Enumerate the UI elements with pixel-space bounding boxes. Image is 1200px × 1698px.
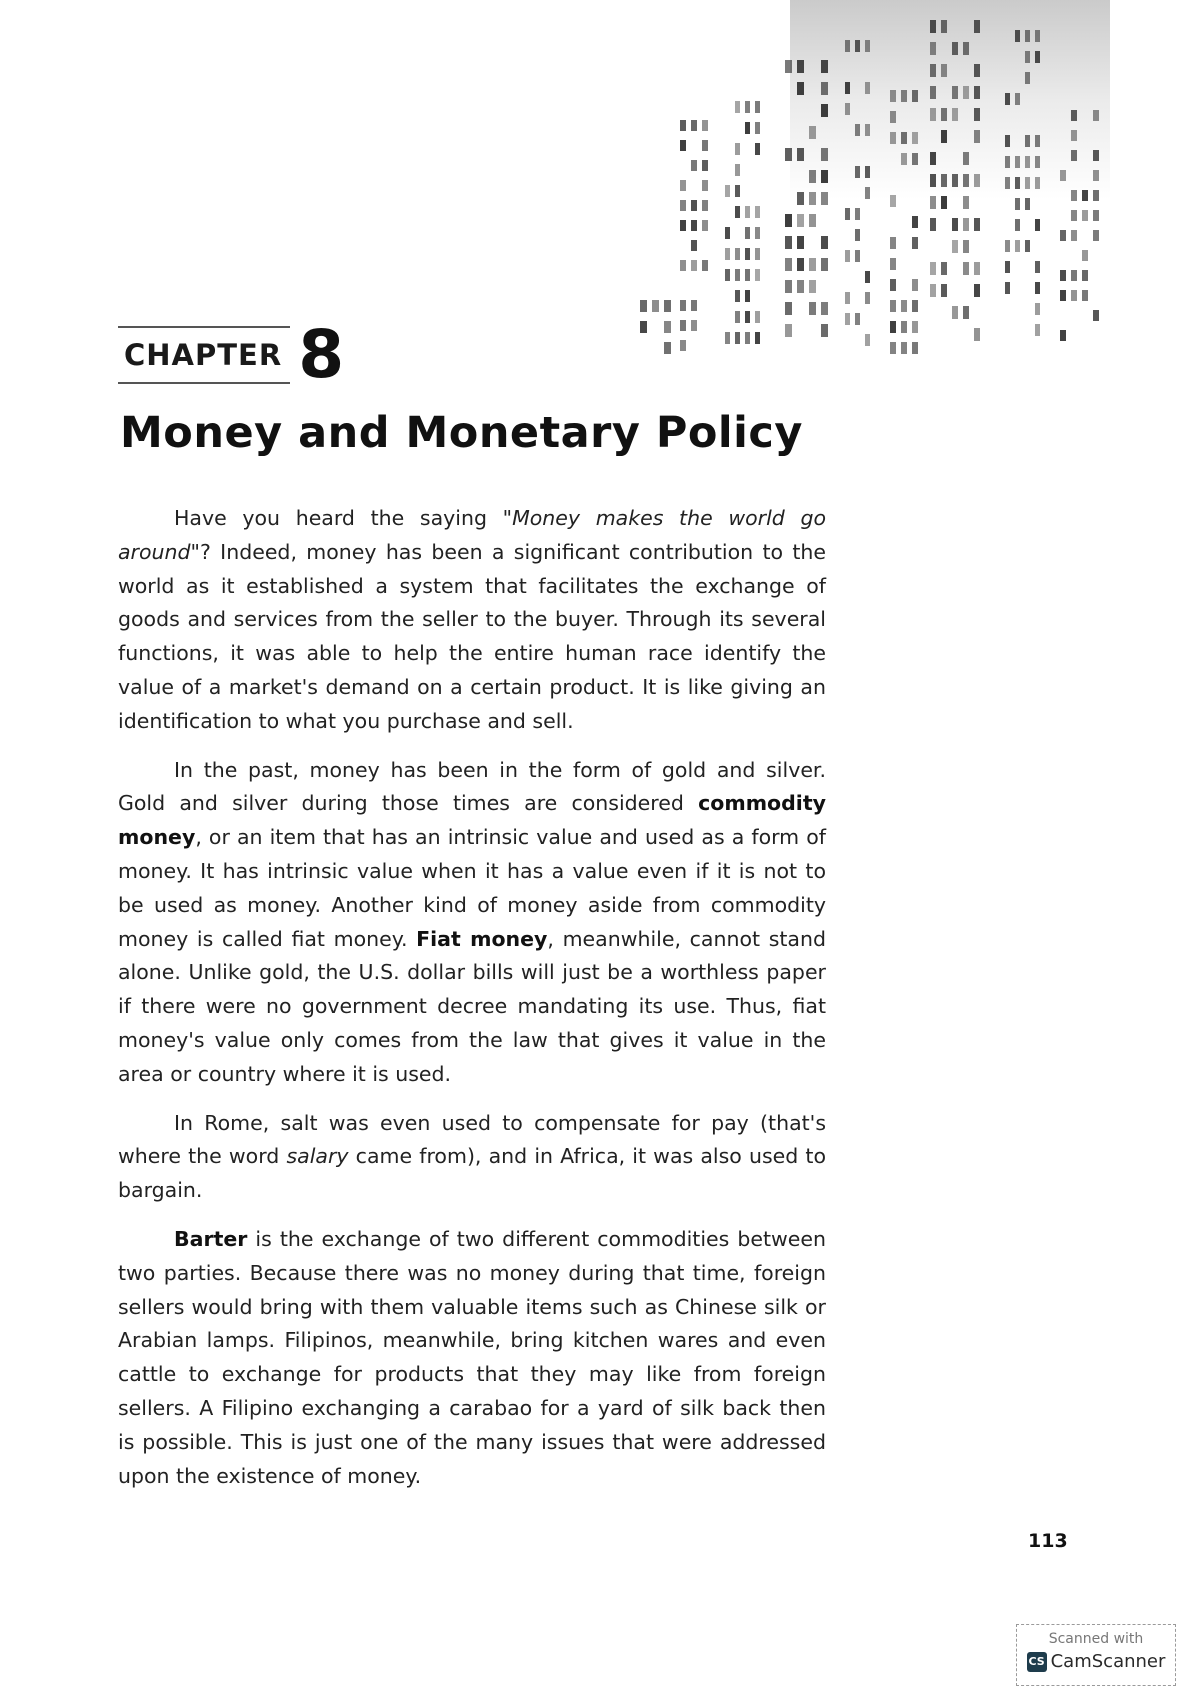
bold-term: Fiat money (416, 926, 548, 951)
text-run: is the exchange of two different commodities between two parties. Because there was no money during that time, foreign sellers would bring with them valuable items such as Chinese silk or Arabian lamps. Filipinos, meanwhile, bring kitchen wares and even cattle to exchange for products that they may like from foreign sellers. A Filipino exchanging a carabao for a yard of silk back then is possible. This is just one of the many issues that were addressed upon the existence of money. (118, 1226, 826, 1488)
text-run: In Rome, salt was even used to compensate for pay (that's where the word (118, 1110, 826, 1169)
paragraph (118, 754, 826, 1092)
bold-term: commodity money (118, 791, 826, 850)
text-run: came from), and in Africa, it was also used to bargain. (118, 1144, 827, 1203)
paragraph (118, 1107, 826, 1208)
paragraph (118, 1223, 826, 1493)
italic-text: "Money makes the world go around" (118, 506, 826, 564)
paragraph (118, 502, 826, 739)
text-run: , meanwhile, cannot stand alone. Unlike gold, the U.S. dollar bills will just be a worthless paper if there were no government decree mandating its use. Thus, fiat money's value only comes from the law that gives it value in the area or country where it is used. (118, 926, 827, 1086)
chapter-label: CHAPTER (118, 326, 290, 384)
text-run: Have you heard the saying (174, 506, 503, 530)
scanner-brand (1017, 1651, 1175, 1672)
bold-term: Barter (174, 1226, 248, 1251)
scanner-caption: Scanned with (1048, 1631, 1144, 1647)
camscanner-logo-icon: CS (1027, 1652, 1047, 1672)
scanner-watermark (1016, 1624, 1176, 1686)
italic-text: salary (286, 1144, 349, 1169)
city-buildings-icon (640, 0, 1110, 380)
text-run: ? Indeed, money has been a significant contribution to the world as it established a system that facilitates the exchange of goods and services from the seller to the buyer. Through its several functions, it was able to help the entire human race identify the value of a market's demand on a certain product. It is like giving an identification to what you purchase and sell. (118, 539, 826, 733)
chapter-heading (118, 316, 345, 393)
page-number: 113 (1028, 1530, 1068, 1552)
scanner-brand-name: CamScanner (1050, 1651, 1166, 1672)
body-text (118, 502, 826, 1508)
text-run: , or an item that has an intrinsic value and used as a form of money. It has intrinsic value when it has a value even if it is not to be used as money. Another kind of money aside from commodity money is called fiat money. (118, 825, 826, 951)
chapter-number: 8 (298, 316, 345, 393)
page-title: Money and Monetary Policy (120, 408, 803, 458)
text-run: In the past, money has been in the form of gold and silver. Gold and silver during those times are considered (118, 757, 826, 816)
